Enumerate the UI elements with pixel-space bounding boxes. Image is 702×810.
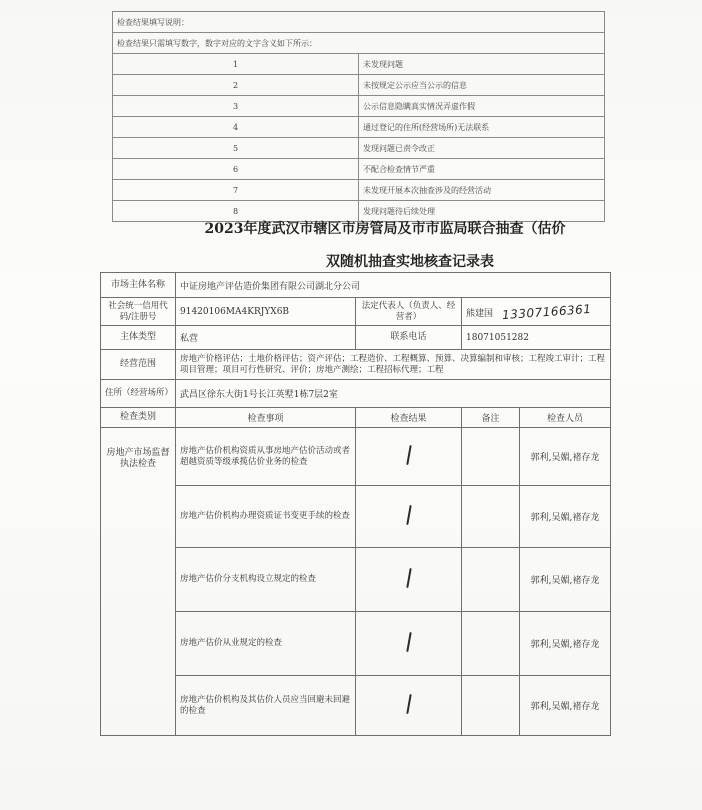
form-title-line1: 2023年度武汉市辖区市房管局及市市监局联合抽查（估价: [204, 221, 566, 237]
check-result-mark: [406, 445, 411, 465]
check-row: [101, 548, 611, 612]
entity-name-label: 市场主体名称: [101, 273, 176, 298]
legend-num: 6: [113, 159, 359, 180]
entity-type-label: 主体类型: [101, 326, 176, 350]
check-item: 房地产估价机构资质从事房地产估价活动或者超越资质等级承揽估价业务的检查: [176, 428, 356, 486]
legend-row: [113, 159, 605, 180]
legend-text: 不配合检查情节严重: [359, 159, 605, 180]
check-result-cell: [356, 486, 462, 548]
legend-text: 未发现开展本次抽查涉及的经营活动: [359, 180, 605, 201]
check-remark: [462, 612, 520, 676]
handwritten-phone: 13307166361: [501, 301, 592, 322]
col-header-category: 检查类别: [101, 408, 176, 428]
legend-row: [113, 75, 605, 96]
credit-code-value: 91420106MA4KRJYX6B: [176, 298, 356, 326]
check-result-cell: [356, 612, 462, 676]
credit-code-label: 社会统一信用代码/注册号: [101, 298, 176, 326]
legend-text: 发现问题待后续处理: [359, 201, 605, 222]
legend-num: 7: [113, 180, 359, 201]
check-remark: [462, 548, 520, 612]
legend-num: 1: [113, 54, 359, 75]
check-item: 房地产估价机构及其估价人员应当回避未回避的检查: [176, 676, 356, 736]
check-result-mark: [406, 505, 411, 525]
legal-rep-label: 法定代表人（负责人、经营者）: [356, 298, 462, 326]
col-header-item: 检查事项: [176, 408, 356, 428]
check-row: [101, 612, 611, 676]
legend-row: [113, 180, 605, 201]
col-header-remark: 备注: [462, 408, 520, 428]
entity-name-value: 中证房地产评估造价集团有限公司湖北分公司: [176, 273, 611, 298]
legend-note-intro: 检查结果只需填写数字，数字对应的文字含义如下所示：: [113, 33, 605, 54]
check-remark: [462, 486, 520, 548]
check-inspectors: 郭利,吴媚,褚存龙: [520, 548, 611, 612]
check-result-cell: [356, 676, 462, 736]
check-item: 房地产估价机构办理资质证书变更手续的检查: [176, 486, 356, 548]
check-remark: [462, 428, 520, 486]
legal-rep-cell: [462, 298, 611, 326]
check-row: [101, 486, 611, 548]
legend-num: 2: [113, 75, 359, 96]
check-inspectors: 郭利,吴媚,褚存龙: [520, 486, 611, 548]
legend-num: 8: [113, 201, 359, 222]
legend-row: [113, 96, 605, 117]
result-legend-table: [112, 11, 605, 222]
business-scope-label: 经营范围: [101, 350, 176, 380]
legend-text: 通过登记的住所(经营场所)无法联系: [359, 117, 605, 138]
col-header-inspectors: 检查人员: [520, 408, 611, 428]
check-result-mark: [406, 694, 411, 714]
check-result-mark: [406, 568, 411, 588]
legend-num: 4: [113, 117, 359, 138]
check-item: 房地产估价从业规定的检查: [176, 612, 356, 676]
check-remark: [462, 676, 520, 736]
legend-num: 5: [113, 138, 359, 159]
legal-rep-value: 熊建国: [466, 308, 494, 319]
check-result-cell: [356, 548, 462, 612]
address-label: 住所（经营场所）: [101, 380, 176, 408]
check-inspectors: 郭利,吴媚,褚存龙: [520, 428, 611, 486]
inspection-record-table: [100, 272, 611, 736]
legend-text: 未按规定公示应当公示的信息: [359, 75, 605, 96]
legend-text: 发现问题已责令改正: [359, 138, 605, 159]
legend-row: [113, 54, 605, 75]
entity-type-value: 私营: [176, 326, 356, 350]
check-result-mark: [406, 632, 411, 652]
form-title-line2: 双随机抽查实地核查记录表: [326, 254, 494, 270]
business-scope-value: 房地产价格评估；土地价格评估；资产评估；工程造价、工程概算、预算、决算编制和审核；工程竣工审计；工程项目管理；项目可行性研究、评价；房地产测绘；工程招标代理；工程: [176, 350, 611, 380]
phone-label: 联系电话: [356, 326, 462, 350]
legend-num: 3: [113, 96, 359, 117]
legend-row: [113, 117, 605, 138]
check-item: 房地产估价分支机构设立规定的检查: [176, 548, 356, 612]
legend-text: 未发现问题: [359, 54, 605, 75]
col-header-result: 检查结果: [356, 408, 462, 428]
check-result-cell: [356, 428, 462, 486]
check-row: [101, 676, 611, 736]
legend-row: [113, 138, 605, 159]
check-inspectors: 郭利,吴媚,褚存龙: [520, 612, 611, 676]
legend-note-title: 检查结果填写说明：: [113, 12, 605, 33]
legend-text: 公示信息隐瞒真实情况弄虚作假: [359, 96, 605, 117]
category-cell: 房地产市场监督执法检查: [101, 428, 176, 736]
phone-value: 18071051282: [462, 326, 611, 350]
check-inspectors: 郭利,吴媚,褚存龙: [520, 676, 611, 736]
address-value: 武昌区徐东大街1号长江英墅1栋7层2室: [176, 380, 611, 408]
check-row: [101, 428, 611, 486]
